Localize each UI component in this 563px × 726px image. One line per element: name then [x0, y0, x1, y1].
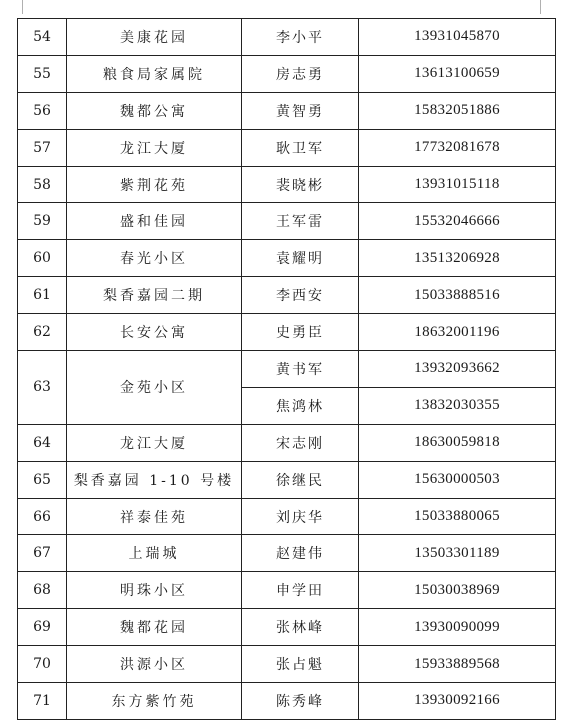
- contact-name-cell: 黄智勇: [242, 92, 359, 129]
- row-number-cell: 71: [18, 683, 67, 720]
- contact-name-cell: 黄书军: [242, 351, 359, 388]
- table-row: [18, 461, 556, 498]
- community-name-cell: 上瑞城: [67, 535, 242, 572]
- contact-phone-cell: 13503301189: [359, 535, 556, 572]
- contact-name-cell: 史勇臣: [242, 314, 359, 351]
- contact-name-cell: 宋志刚: [242, 424, 359, 461]
- table-row: [18, 351, 556, 388]
- community-name-cell: 金苑小区: [67, 351, 242, 425]
- contact-name-cell: 王军雷: [242, 203, 359, 240]
- contact-name-cell: 裴晓彬: [242, 166, 359, 203]
- contact-name-cell: 耿卫军: [242, 129, 359, 166]
- contact-phone-cell: 13931015118: [359, 166, 556, 203]
- contact-name-cell: 李小平: [242, 19, 359, 56]
- row-number-cell: 70: [18, 646, 67, 683]
- community-name-cell: 明珠小区: [67, 572, 242, 609]
- contact-name-cell: 焦鸿林: [242, 387, 359, 424]
- community-name-cell: 紫荆花苑: [67, 166, 242, 203]
- contact-phone-cell: 15033880065: [359, 498, 556, 535]
- row-number-cell: 63: [18, 351, 67, 425]
- community-name-cell: 龙江大厦: [67, 424, 242, 461]
- table-row: [18, 277, 556, 314]
- table-row: [18, 646, 556, 683]
- table-row: [18, 19, 556, 56]
- contact-phone-cell: 13930090099: [359, 609, 556, 646]
- contact-name-cell: 房志勇: [242, 55, 359, 92]
- contact-name-cell: 陈秀峰: [242, 683, 359, 720]
- community-name-cell: 梨香嘉园二期: [67, 277, 242, 314]
- row-number-cell: 57: [18, 129, 67, 166]
- contact-phone-cell: 15933889568: [359, 646, 556, 683]
- contact-phone-cell: 15832051886: [359, 92, 556, 129]
- contact-phone-cell: 17732081678: [359, 129, 556, 166]
- community-name-cell: 长安公寓: [67, 314, 242, 351]
- community-name-cell: 魏都花园: [67, 609, 242, 646]
- community-name-cell: 梨香嘉园 1-10 号楼: [67, 461, 242, 498]
- table-row: [18, 314, 556, 351]
- contact-phone-cell: 18632001196: [359, 314, 556, 351]
- contact-phone-cell: 15532046666: [359, 203, 556, 240]
- table-row: [18, 55, 556, 92]
- row-number-cell: 62: [18, 314, 67, 351]
- table-row: [18, 166, 556, 203]
- row-number-cell: 56: [18, 92, 67, 129]
- community-name-cell: 魏都公寓: [67, 92, 242, 129]
- table-body: [18, 19, 556, 720]
- table-row: [18, 240, 556, 277]
- contact-phone-cell: 15030038969: [359, 572, 556, 609]
- table-row: [18, 572, 556, 609]
- row-number-cell: 66: [18, 498, 67, 535]
- table-row: [18, 609, 556, 646]
- community-name-cell: 盛和佳园: [67, 203, 242, 240]
- community-name-cell: 春光小区: [67, 240, 242, 277]
- row-number-cell: 59: [18, 203, 67, 240]
- contact-name-cell: 袁耀明: [242, 240, 359, 277]
- contact-phone-cell: 13931045870: [359, 19, 556, 56]
- contact-phone-cell: 18630059818: [359, 424, 556, 461]
- row-number-cell: 69: [18, 609, 67, 646]
- table-row: [18, 129, 556, 166]
- contact-name-cell: 刘庆华: [242, 498, 359, 535]
- community-name-cell: 粮食局家属院: [67, 55, 242, 92]
- contact-name-cell: 申学田: [242, 572, 359, 609]
- contact-phone-cell: 13613100659: [359, 55, 556, 92]
- contact-name-cell: 张林峰: [242, 609, 359, 646]
- contact-name-cell: 张占魁: [242, 646, 359, 683]
- contact-name-cell: 李西安: [242, 277, 359, 314]
- row-number-cell: 67: [18, 535, 67, 572]
- table-row: [18, 683, 556, 720]
- contact-phone-cell: 15033888516: [359, 277, 556, 314]
- contact-phone-cell: 13930092166: [359, 683, 556, 720]
- page-margin-mark-left: [8, 0, 23, 14]
- community-name-cell: 东方紫竹苑: [67, 683, 242, 720]
- row-number-cell: 61: [18, 277, 67, 314]
- row-number-cell: 54: [18, 19, 67, 56]
- table-row: [18, 498, 556, 535]
- table-row: [18, 535, 556, 572]
- community-name-cell: 洪源小区: [67, 646, 242, 683]
- row-number-cell: 68: [18, 572, 67, 609]
- row-number-cell: 64: [18, 424, 67, 461]
- table-row: [18, 203, 556, 240]
- contact-phone-cell: 13832030355: [359, 387, 556, 424]
- row-number-cell: 58: [18, 166, 67, 203]
- table-row: [18, 92, 556, 129]
- row-number-cell: 60: [18, 240, 67, 277]
- community-contact-table: [17, 18, 556, 720]
- page-margin-mark-right: [540, 0, 555, 14]
- community-name-cell: 美康花园: [67, 19, 242, 56]
- contact-phone-cell: 13513206928: [359, 240, 556, 277]
- community-name-cell: 祥泰佳苑: [67, 498, 242, 535]
- row-number-cell: 55: [18, 55, 67, 92]
- table-row: [18, 424, 556, 461]
- contact-name-cell: 徐继民: [242, 461, 359, 498]
- contact-phone-cell: 15630000503: [359, 461, 556, 498]
- community-name-cell: 龙江大厦: [67, 129, 242, 166]
- contact-name-cell: 赵建伟: [242, 535, 359, 572]
- row-number-cell: 65: [18, 461, 67, 498]
- contact-phone-cell: 13932093662: [359, 351, 556, 388]
